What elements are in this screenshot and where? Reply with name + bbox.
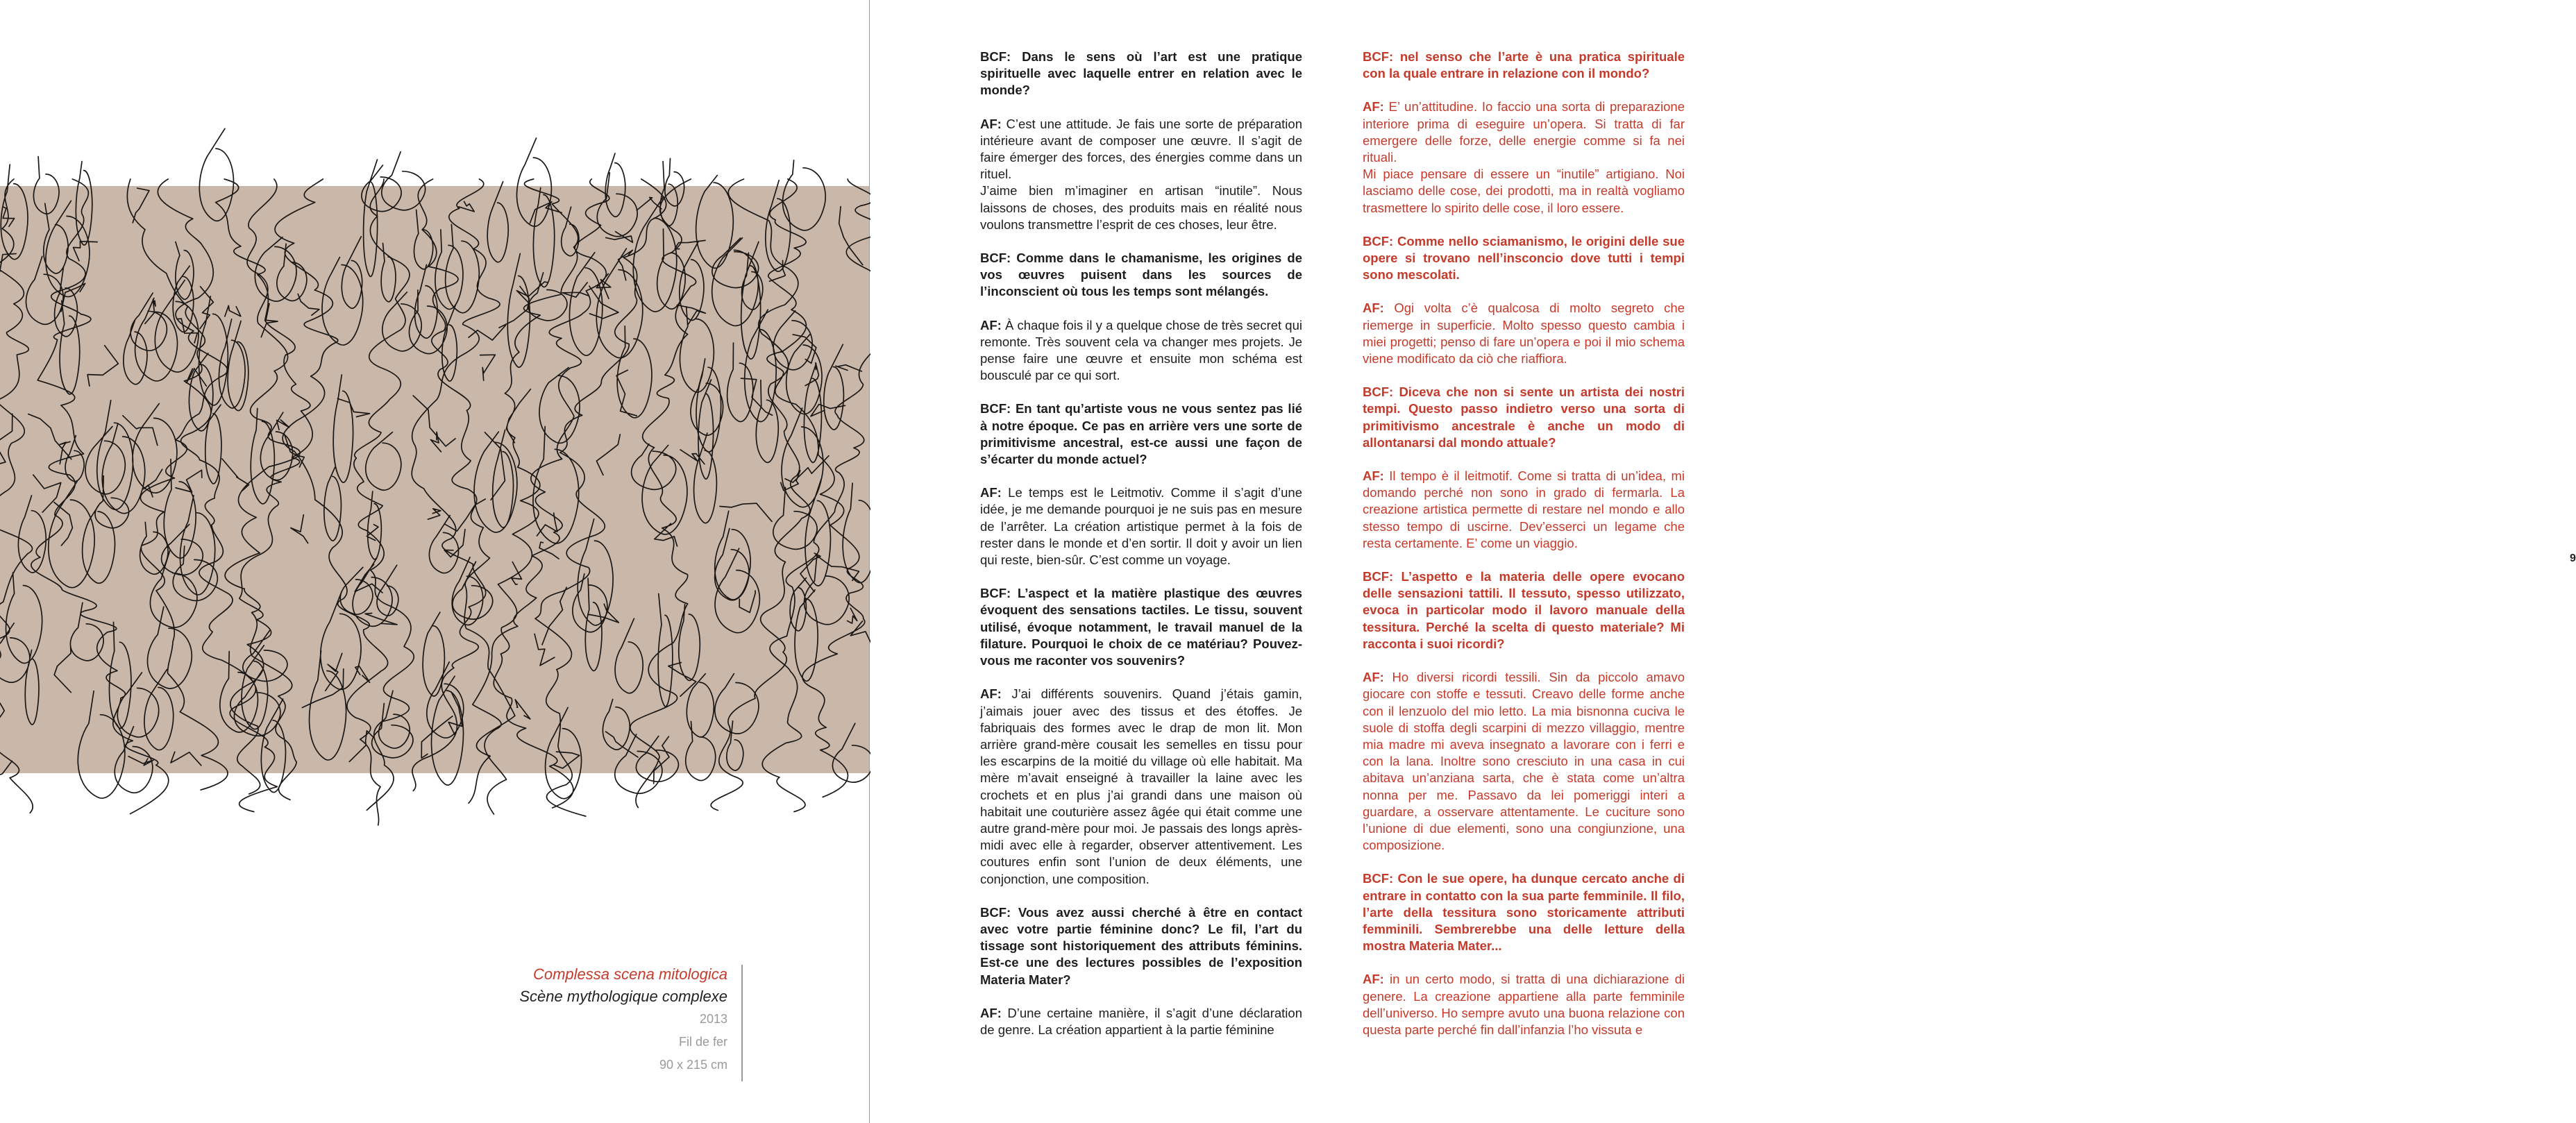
- left-page: [0, 0, 870, 1123]
- artwork-caption: [389, 963, 727, 1076]
- interview-answer: AF: D’une certaine manière, il s’agit d’une déclaration de genre. La création appartient à la partie féminine: [980, 1005, 1302, 1037]
- interview-question: BCF: En tant qu’artiste vous ne vous sentez pas lié à notre époque. Ce pas en arrière vers une sorte de primitivisme ancestral, est-ce aussi une façon de s’écarter du monde actuel?: [980, 401, 1302, 467]
- interview-question: BCF: L’aspect et la matière plastique des œuvres évoquent des sensations tactiles. Le tissu, souvent utilisé, évoque notamment, le travail manuel de la filature. Pourquoi le choix de ce matériau? Pouvez-vous me raconter vos souvenirs?: [980, 586, 1302, 668]
- interview-answer: AF: Il tempo è il leitmotif. Come si tratta di un’idea, mi domando perché non sono in grado di fermarla. La creazione artistica permette di restare nel mondo e allo stesso tempo di uscirne. Dev’esserci un legame che resta certamente. E’ come un viaggio.: [1363, 468, 1685, 550]
- interview-answer: AF: Ogi volta c’è qualcosa di molto segreto che riemerge in superficie. Molto spesso questo cambia i miei progetti; penso di fare un’opera e poi il mio schema viene modificato da ciò che riaffiora.: [1363, 301, 1685, 366]
- italian-interview-column: [1363, 49, 1685, 1055]
- speaker-label: AF:: [1363, 468, 1384, 484]
- interview-question: BCF: Vous avez aussi cherché à être en contact avec votre partie féminine donc? Le fil, l’art du tissage sont historiquement des attributs féminins. Est-ce une des lectures possibles de l’exposition Materia Mater?: [980, 904, 1302, 987]
- interview-question: BCF: Dans le sens où l’art est une pratique spirituelle avec laquelle entrer en relation avec le monde?: [980, 49, 1302, 98]
- caption-title-italian: Complessa scena mitologica: [532, 965, 727, 983]
- interview-answer: AF: J’ai différents souvenirs. Quand j’étais gamin, j’aimais jouer avec des tissus et des étoffes. Je fabriquais des formes avec le drap de mon lit. Mon arrière grand-mère cousait les semelles en tissu pour les escarpins de la moitié du village où elle habitait. Ma mère m’avait enseigné à travailler la laine avec les crochets et en plus j’ai grandi dans une maison où habitait une couturière assez âgée qui était comme une autre grand-mère pour moi. Je passais des longs après-midi avec elle à regarder, observer attentivement. Les coutures enfin sont l’union de deux éléments, une conjonction, une composition.: [980, 686, 1302, 886]
- caption-year: 2013: [699, 1012, 727, 1026]
- interview-question: BCF: Comme nello sciamanismo, le origini delle sue opere si trovano nell’insconcio dove tutti i tempi sono mescolati.: [1363, 233, 1685, 282]
- artwork-background: [0, 186, 869, 773]
- caption-dimensions: 90 x 215 cm: [659, 1058, 727, 1072]
- interview-question: BCF: Comme dans le chamanisme, les origines de vos œuvres puisent dans les sources de l’inconscient où tous les temps sont mélangés.: [980, 251, 1302, 299]
- speaker-label: AF:: [980, 686, 1002, 702]
- speaker-label: AF:: [1363, 972, 1384, 987]
- speaker-label: AF:: [980, 1005, 1002, 1020]
- caption-material: Fil de fer: [678, 1035, 727, 1049]
- caption-divider: [741, 965, 743, 1081]
- artwork-photo: [0, 186, 869, 773]
- wire-sculpture-image: [0, 186, 869, 773]
- speaker-label: AF:: [1363, 670, 1384, 685]
- speaker-label: AF:: [1363, 99, 1384, 115]
- interview-question: BCF: nel senso che l’arte è una pratica spirituale con la quale entrare in relazione con il mondo?: [1363, 49, 1685, 81]
- interview-question: BCF: Diceva che non si sente un artista dei nostri tempi. Questo passo indietro verso una sorta di primitivismo ancestrale è anche un modo di allontanarsi dal mondo attuale?: [1363, 385, 1685, 450]
- caption-title-french: Scène mythologique complexe: [519, 988, 727, 1005]
- speaker-label: AF:: [980, 317, 1002, 332]
- interview-question: BCF: L’aspetto e la materia delle opere evocano delle sensazioni tattili. Il tessuto, spesso utilizzato, evoca in particolar modo il lavoro manuale della tessitura. Perché la scelta di questo materiale? Mi racconta i suoi ricordi?: [1363, 569, 1685, 651]
- interview-answer: AF: Ho diversi ricordi tessili. Sin da piccolo amavo giocare con stoffe e tessuti. Creavo delle forme anche con il lenzuolo del mio letto. La mia bisnonna cuciva le suole di stoffa degli scarpini di mezzo villaggio, mentre mia madre mi aveva insegnato a lavorare con i ferri e con la lana. Inoltre sono cresciuto in una casa in cui abitava un’anziana sarta, che è stata come un’altra nonna per me. Passavo da lei pomeriggi interi a guardare, a osservare attentamente. Le cuciture sono l’unione di due elementi, sono una congiunzione, una composizione.: [1363, 670, 1685, 853]
- interview-answer: AF: E’ un’attitudine. Io faccio una sorta di preparazione interiore prima di eseguire un’opera. Si tratta di far emergere delle forze, delle energie comme si fa nei rituali. Mi piace pensare di essere un “inutile” artigiano. Noi lasciamo delle cose, dei prodotti, ma in realtà vogliamo trasmettere lo spirito delle cose, il loro essere.: [1363, 99, 1685, 215]
- speaker-label: AF:: [1363, 301, 1384, 316]
- french-interview-column: [980, 49, 1302, 1055]
- interview-question: BCF: Con le sue opere, ha dunque cercato anche di entrare in contatto con la sua parte femminile. Il filo, l’arte della tessitura sono storicamente attributi femminili. Sembrerebbe una delle letture della mostra Materia Mater...: [1363, 871, 1685, 954]
- interview-answer: AF: À chaque fois il y a quelque chose de très secret qui remonte. Très souvent cela va changer mes projets. Je pense faire une œuvre et ensuite mon schéma est bousculé par ce qui sort.: [980, 317, 1302, 383]
- interview-answer: AF: C’est une attitude. Je fais une sorte de préparation intérieure avant de composer une œuvre. Il s’agit de faire émerger des forces, des énergies comme dans un rituel. J’aime bien m’imaginer en artisan “inutile”. Nous laissons de choses, des produits mais en réalité nous voulons transmettre l’esprit de ces choses, leur être.: [980, 116, 1302, 232]
- speaker-label: AF:: [980, 485, 1002, 500]
- interview-answer: AF: in un certo modo, si tratta di una dichiarazione di genere. La creazione appartiene alla parte femminile dell’universo. Ho sempre avuto una buona relazione con questa parte perché fin dall’infanzia l’ho vissuta e: [1363, 972, 1685, 1037]
- page-number: 9: [2570, 552, 2576, 564]
- interview-answer: AF: Le temps est le Leitmotiv. Comme il s’agit d’une idée, je me demande pourquoi je ne suis pas en mesure de l’arrêter. La création artistique permet à la fois de rester dans le monde et d’en sortir. Il doit y avoir un lien qui reste, bien-sûr. C’est comme un voyage.: [980, 485, 1302, 568]
- speaker-label: AF:: [980, 116, 1002, 131]
